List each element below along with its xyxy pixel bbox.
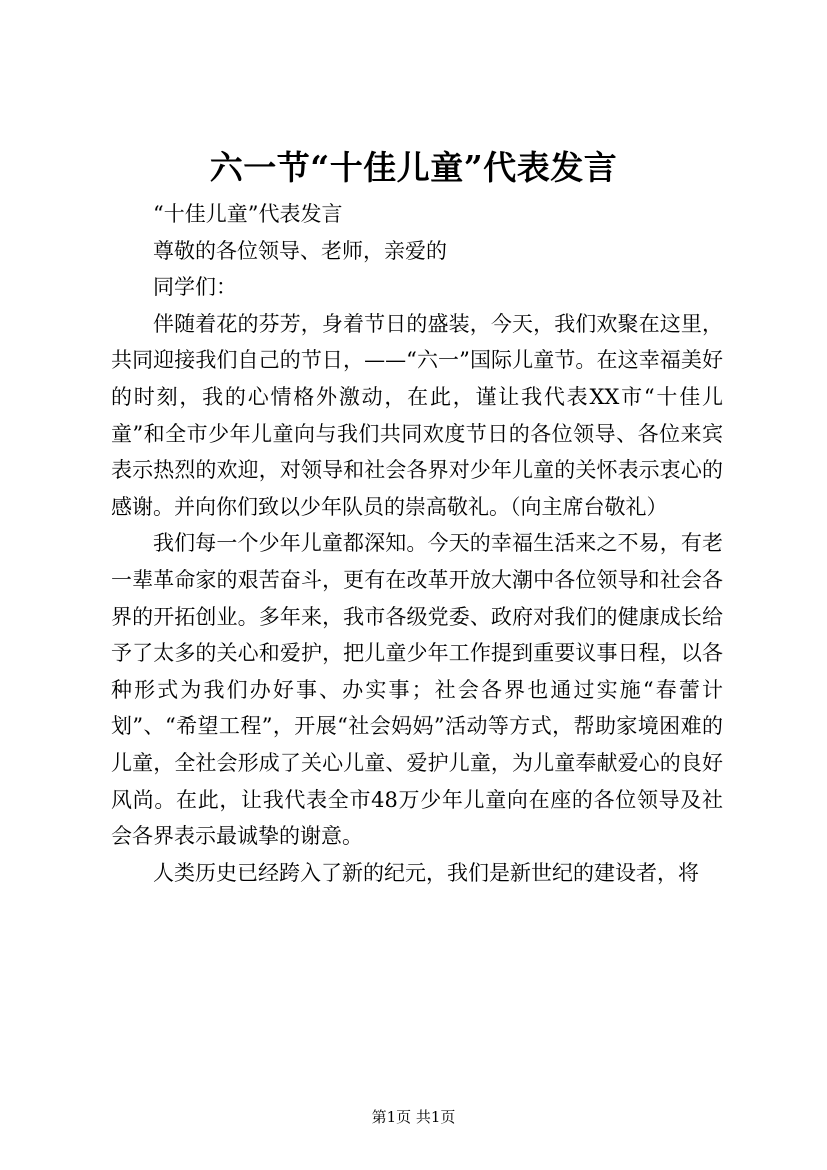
page-footer: 第1页 共1页 [371,1108,456,1126]
paragraph-heading: “十佳儿童”代表发言 [153,202,343,226]
paragraph-salutation-cont: 同学们： [153,275,237,300]
document-body [111,196,723,891]
paragraph-salutation: 尊敬的各位领导、老师，亲爱的 [153,238,447,263]
document-title: 六一节“十佳儿童”代表发言 [209,148,618,187]
paragraph-opening: 伴随着花的芬芳，身着节日的盛装，今天，我们欢聚在这里，共同迎接我们自己的节日，——“六一”国际儿童节。在这幸福美好的时刻，我的心情格外激动，在此，谨让我代表XX市“十佳儿童”和全市少年儿童向与我们共同欢度节日的各位领导、各位来宾表示热烈的欢迎，对领导和社会各界对少年儿童的关怀表示衷心的感谢。并向你们致以少年队员的崇高敬礼。（向主席台敬礼） [111,311,723,519]
paragraph-gratitude: 我们每一个少年儿童都深知。今天的幸福生活来之不易，有老一辈革命家的艰苦奋斗，更有在改革开放大潮中各位领导和社会各界的开拓创业。多年来，我市各级党委、政府对我们的健康成长给予了太多的关心和爱护，把儿童少年工作提到重要议事日程，以各种形式为我们办好事、办实事；社会各界也通过实施“春蕾计划”、“希望工程”，开展“社会妈妈”活动等方式，帮助家境困难的儿童，全社会形成了关心儿童、爱护儿童，为儿童奉献爱心的良好风尚。在此，让我代表全市48万少年儿童向在座的各位领导及社会各界表示最诚挚的谢意。 [111,531,723,849]
paragraph-new-era: 人类历史已经跨入了新的纪元，我们是新世纪的建设者，将 [153,860,699,885]
